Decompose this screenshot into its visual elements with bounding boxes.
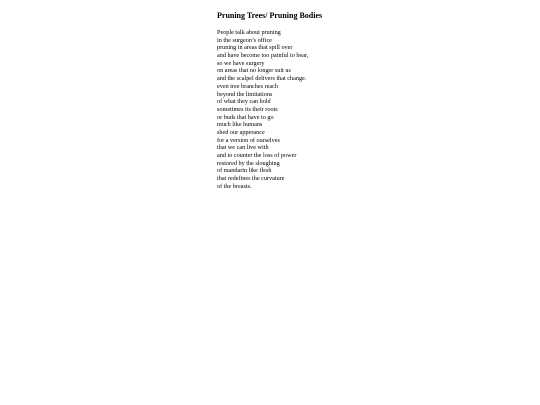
- poem-line: that redefines the curvature: [217, 175, 285, 183]
- poem-line: beyond the limitations: [217, 90, 273, 98]
- poem-line: of mandarin like flesh: [217, 167, 272, 175]
- poem-line: and the scalpel delivers that change.: [217, 75, 307, 83]
- poem-title: Pruning Trees/ Pruning Bodies: [217, 11, 323, 20]
- poem: [217, 10, 517, 190]
- poem-line: and have become too painful to bear,: [217, 52, 309, 60]
- poem-body: [217, 29, 517, 190]
- poem-line: shed our apperance: [217, 128, 265, 136]
- poem-line: that we can live with: [217, 144, 269, 152]
- poem-line: even tree branches reach: [217, 82, 278, 90]
- poem-line: much like humans: [217, 121, 263, 129]
- poem-line: pruning in areas that spill over: [217, 44, 293, 52]
- poem-line: and to counter the loss of power: [217, 152, 297, 159]
- poem-line: for a version of ourselves: [217, 136, 280, 144]
- poem-line: sometimes its their roots: [217, 105, 278, 113]
- poem-line: on areas that no longer suit us: [217, 67, 291, 75]
- poem-line: or buds that have to go: [217, 113, 274, 121]
- poem-line: of the breasts.: [217, 182, 252, 190]
- poem-line: restored by the sloughing: [217, 159, 280, 167]
- poem-line: of what they can hold: [217, 98, 271, 106]
- poem-line: in the surgeon’s office: [217, 36, 272, 44]
- poem-line: so we have surgery: [217, 59, 265, 67]
- poem-line: People talk about pruning: [217, 29, 281, 36]
